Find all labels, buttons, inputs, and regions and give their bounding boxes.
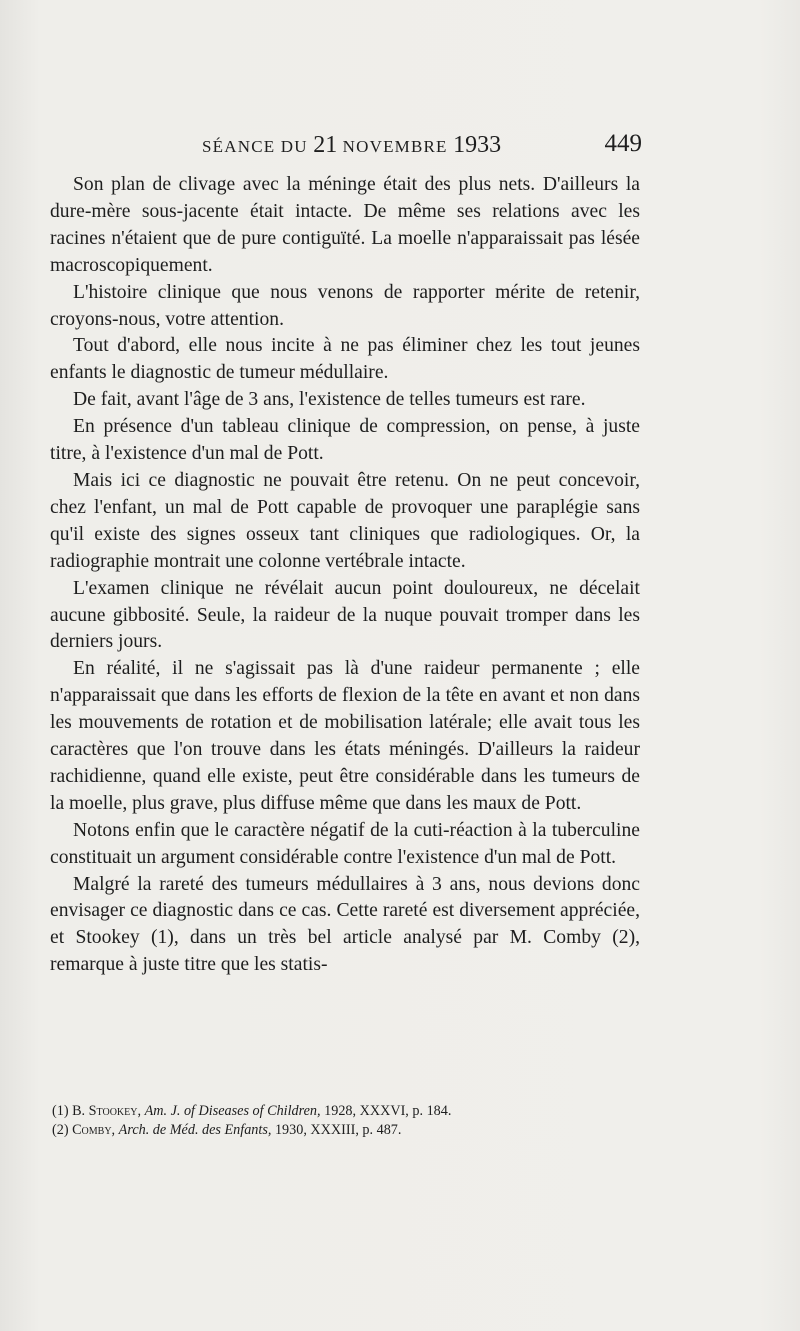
footnote-author: Comby, (72, 1122, 116, 1138)
paragraph: Son plan de clivage avec la méninge était des plus nets. D'ailleurs la dure-mère sous-jacente était intacte. De même ses relations avec les racines n'étaient que de pure contiguïté. La moelle n'apparaissait pas lésée macroscopiquement. (50, 174, 640, 276)
paragraph: Tout d'abord, elle nous incite à ne pas éliminer chez les tout jeunes enfants le diagnostic de tumeur médullaire. (50, 335, 640, 384)
footnote-author: B. Stookey, (72, 1103, 142, 1119)
footnote-marker: (1) (52, 1103, 69, 1119)
running-title-year: 1933 (453, 132, 502, 158)
paragraph: En présence d'un tableau clinique de compression, on pense, à juste titre, à l'existence d'un mal de Pott. (50, 416, 640, 465)
body-text (50, 172, 640, 979)
running-title-prefix: SÉANCE DU (202, 137, 308, 156)
page-number: 449 (604, 130, 642, 157)
footnote-details: 1930, XXXIII, p. 487. (274, 1122, 402, 1138)
running-title-month: NOVEMBRE (342, 137, 448, 156)
paragraph: De fait, avant l'âge de 3 ans, l'existence de telles tumeurs est rare. (73, 389, 586, 411)
footnote-source: Am. J. of Diseases of Children, (144, 1103, 321, 1119)
footnotes (52, 1102, 632, 1140)
running-title (202, 132, 501, 159)
footnote (52, 1102, 632, 1121)
paragraph: L'histoire clinique que nous venons de rapporter mérite de retenir, croyons-nous, votre attention. (50, 281, 640, 330)
footnote (52, 1121, 632, 1140)
footnote-details: 1928, XXXVI, p. 184. (324, 1103, 452, 1119)
footnote-marker: (2) (52, 1122, 69, 1138)
paragraph: Mais ici ce diagnostic ne pouvait être retenu. On ne peut concevoir, chez l'enfant, un mal de Pott capable de provoquer une paraplégie sans qu'il existe des signes osseux tant cliniques que radiologiques. Or, la radiographie montrait une colonne vertébrale intacte. (50, 469, 640, 572)
paragraph: L'examen clinique ne révélait aucun point douloureux, ne décelait aucune gibbosité. Seule, la raideur de la nuque pouvait tromper dans les derniers jours. (50, 577, 640, 653)
running-title-day: 21 (313, 132, 338, 158)
footnote-source: Arch. de Méd. des Enfants, (118, 1122, 272, 1138)
paragraph: Malgré la rareté des tumeurs médullaires à 3 ans, nous devions donc envisager ce diagnostic dans ce cas. Cette rareté est diversement appréciée, et Stookey (1), dans un très bel article analysé par M. Comby (2), remarque à juste titre que les statis- (50, 873, 640, 976)
page-header (52, 130, 642, 166)
paragraph: Notons enfin que le caractère négatif de la cuti-réaction à la tuberculine constituait un argument considérable contre l'existence d'un mal de Pott. (50, 819, 640, 868)
paragraph: En réalité, il ne s'agissait pas là d'une raideur permanente ; elle n'apparaissait que dans les efforts de flexion de la tête en avant et non dans les mouvements de rotation et de mobilisation latérale; elle avait tous les caractères que l'on trouve dans les états méningés. D'ailleurs la raideur rachidienne, quand elle existe, peut être considérable dans les tumeurs de la moelle, plus grave, plus diffuse même que dans les maux de Pott. (50, 658, 640, 814)
